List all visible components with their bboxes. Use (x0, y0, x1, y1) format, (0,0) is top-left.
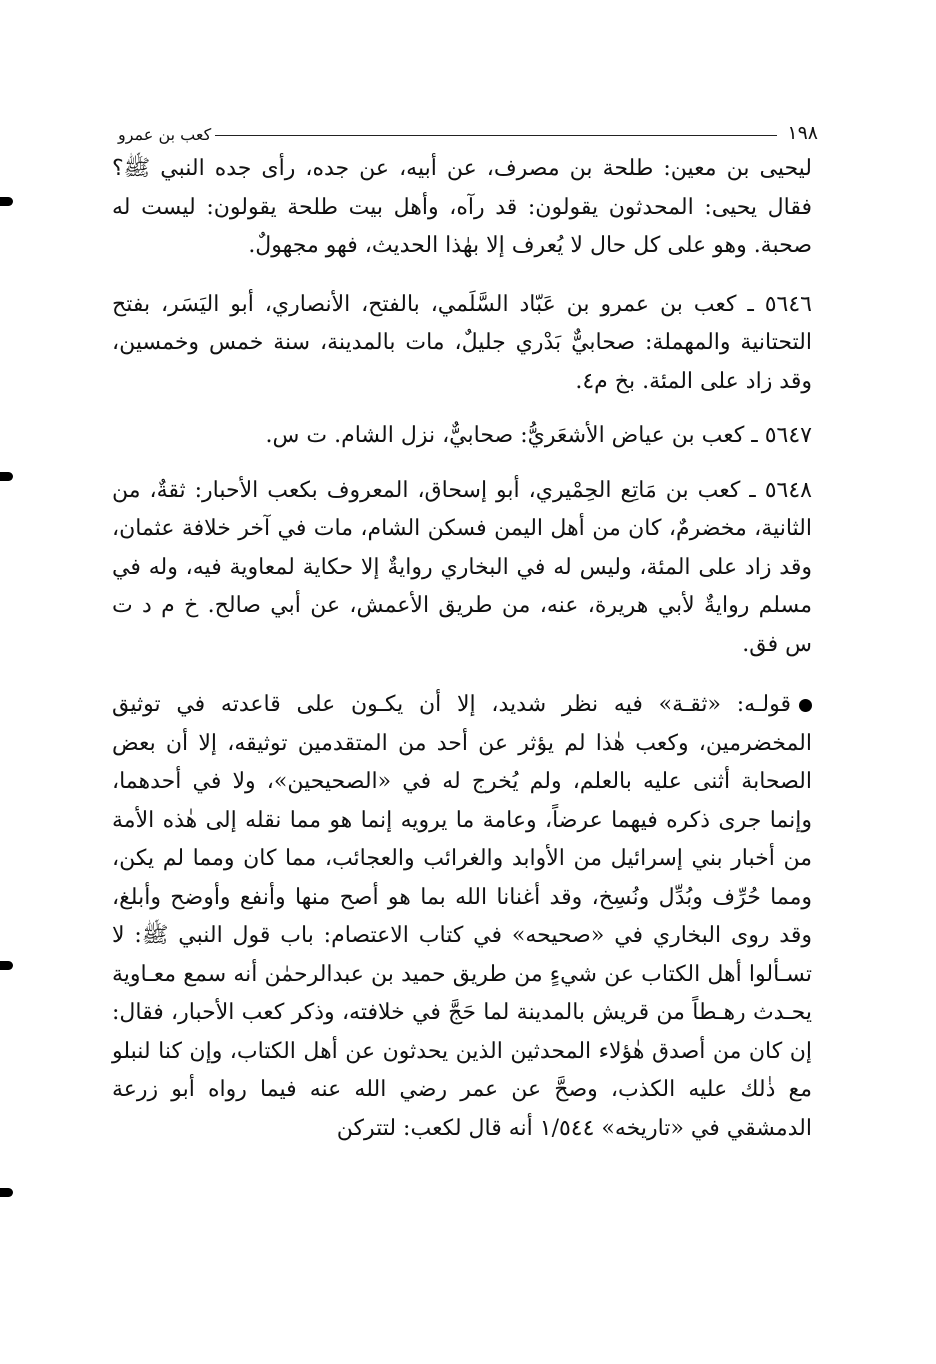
bullet-icon (799, 699, 812, 712)
scan-edge-mark (0, 961, 13, 970)
scan-edge-mark (0, 197, 13, 206)
entry-5647: ٥٦٤٧ ـ كعب بن عياض الأشعَريُّ: صحابيٌّ، نزل الشام. ت س. (265, 423, 812, 448)
entry-5648: ٥٦٤٨ ـ كعب بن مَاتِع الحِمْيري، أبو إسحاق، المعروف بكعب الأحبار: ثقةٌ، من الثانية، مخضرمٌ، كان من أهل اليمن فسكن الشام، مات في آخر خلافة عثمان، وقد زاد على المئة، وليس له في البخاري روايةٌ إلا حكاية لمعاوية فيه، وله في مسلم روايةٌ لأبي هريرة، عنه، من طريق الأعمش، عن أبي صالح. خ م د ت س فق. (112, 477, 812, 657)
page-number: ١٩٨ (787, 122, 818, 144)
running-header (118, 114, 818, 144)
running-title: كعب بن عمرو (118, 125, 212, 144)
commentary-paragraph (112, 686, 812, 1148)
scan-edge-mark (0, 1188, 13, 1197)
entry-5646: ٥٦٤٦ ـ كعب بن عمرو بن عَبّاد السَّلَمي، بالفتح، الأنصاري، أبو اليَسَر، بفتح التحتانية والمهملة: صحابيٌّ بَدْري جليلٌ، مات بالمدينة، سنة خمس وخمسين، وقد زاد على المئة. بخ م٤. (112, 291, 812, 394)
paragraph-continuation: ليحيى بن معين: طلحة بن مصرف، عن أبيه، عن جده، رأى جده النبي ﷺ؟ فقال يحيى: المحدثون يقولون: قد رآه، وأهل بيت طلحة يقولون: ليست له صحبة. وهو على كل حال لا يُعرف إلا بهٰذا الحديث، فهو مجهولٌ. (112, 156, 812, 258)
commentary-text: قولـه: «ثقـة» فيه نظر شديد، إلا أن يكـون على قاعدته في توثيق المخضرمين، وكعب هٰذا لم يؤثر عن أحد من المتقدمين توثيقه، إلا أن بعض الصحابة أثنى عليه بالعلم، ولم يُخرج له في «الصحيحين»، ولا في أحدهما، وإنما جرى ذكره فيهما عرضاً، وعامة ما يرويه إنما هو مما نقله إلى هٰذه الأمة من أخبار بني إسرائيل من الأوابد والغرائب والعجائب، مما كان ومما لم يكن، ومما حُرِّف وبُدِّل ونُسِخ، وقد أغنانا الله بما هو أصح منها وأنفع وأوضح وأبلغ، وقد روى البخاري في «صحيحه» في كتاب الاعتصام: باب قول النبي ﷺ: لا تسـألوا أهل الكتاب عن شيءٍ من طريق حميد بن عبدالرحمٰن أنه سمع معـاوية يحـدث رهـطاً من قريش بالمدينة لما حَجَّ في خلافته، وذكر كعب الأحبار، فقال: إن كان من أصدق هٰؤلاء المحدثين الذين يحدثون عن أهل الكتاب، وإن كنا لنبلو مع ذٰلك عليه الكذب، وصحَّ عن عمر رضي الله عنه فيما رواه أبو زرعة الدمشقي في «تاريخه» ١/٥٤٤ أنه قال لكعب: لتتركن (112, 692, 812, 1141)
scan-edge-mark (0, 472, 13, 481)
header-rule (215, 135, 777, 136)
body-text (112, 150, 812, 1148)
